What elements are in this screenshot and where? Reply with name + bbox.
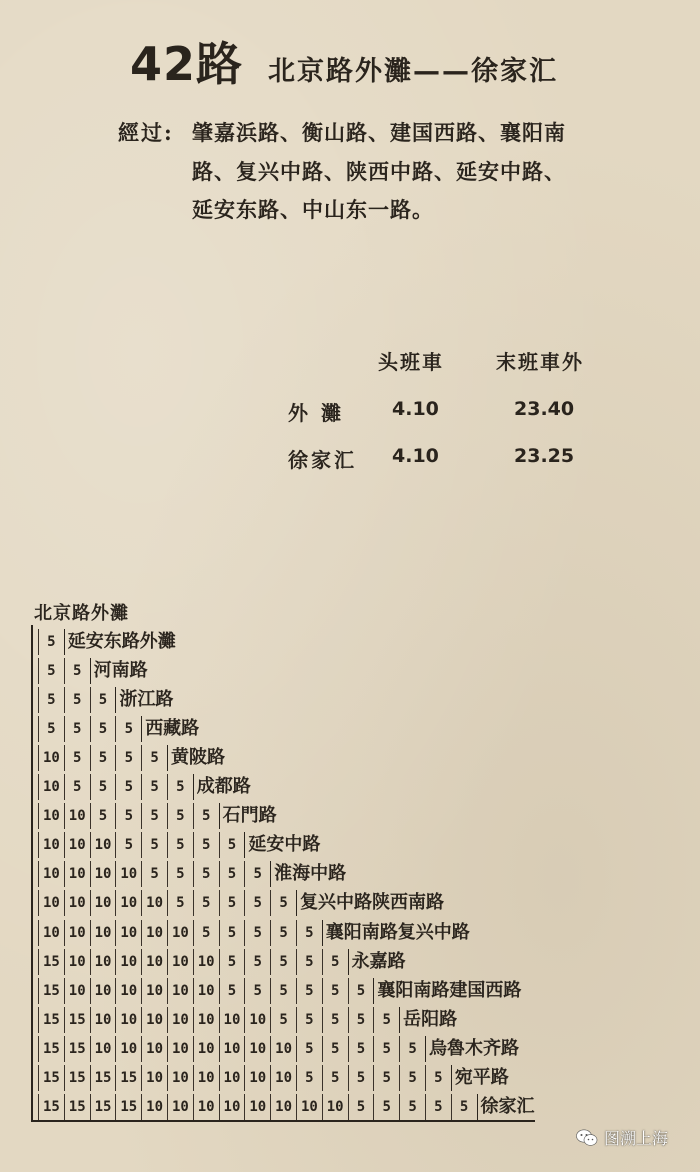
fare-table-stop-name: 石門路 <box>219 803 277 829</box>
fare-table-row <box>38 860 346 889</box>
fare-cell: 15 <box>38 978 64 1004</box>
fare-cell: 5 <box>64 774 90 800</box>
fare-cell: 10 <box>38 861 64 887</box>
fare-cell: 5 <box>270 1007 296 1033</box>
fare-cell: 10 <box>90 832 116 858</box>
fare-cell: 5 <box>270 949 296 975</box>
fare-cell: 5 <box>193 861 219 887</box>
fare-table-row <box>38 889 444 918</box>
schedule-first-time-2: 4.10 <box>392 445 439 467</box>
fare-cell: 5 <box>244 920 270 946</box>
fare-table-stop-name: 襄阳南路建国西路 <box>373 978 521 1004</box>
fare-cell: 5 <box>399 1094 425 1120</box>
fare-cell: 5 <box>322 949 348 975</box>
fare-cell: 5 <box>219 832 245 858</box>
fare-cell: 5 <box>90 716 116 742</box>
fare-cell: 10 <box>115 1036 141 1062</box>
fare-table-stop-name: 徐家汇 <box>477 1094 535 1120</box>
fare-table-stop-name: 复兴中路陕西南路 <box>296 890 444 916</box>
fare-cell: 10 <box>38 803 64 829</box>
fare-table-stop-name: 襄阳南路复兴中路 <box>322 920 470 946</box>
fare-cell: 5 <box>399 1065 425 1091</box>
fare-table-stop-name: 永嘉路 <box>348 949 406 975</box>
fare-table-stop-name: 黄陂路 <box>167 745 225 771</box>
fare-cell: 5 <box>373 1065 399 1091</box>
fare-cell: 5 <box>219 861 245 887</box>
fare-cell: 10 <box>270 1036 296 1062</box>
fare-cell: 10 <box>322 1094 348 1120</box>
fare-cell: 10 <box>141 1007 167 1033</box>
fare-cell: 5 <box>270 890 296 916</box>
route-number: 42路 <box>130 37 244 91</box>
via-line-3: 延安东路、中山东一路。 <box>192 197 434 222</box>
fare-cell: 5 <box>322 978 348 1004</box>
schedule-stop-1: 外 灘 <box>288 401 344 425</box>
fare-cell: 10 <box>64 978 90 1004</box>
fare-cell: 5 <box>193 832 219 858</box>
fare-cell: 10 <box>38 832 64 858</box>
fare-cell: 10 <box>115 920 141 946</box>
fare-cell: 5 <box>64 658 90 684</box>
fare-cell: 5 <box>219 890 245 916</box>
fare-table-row <box>38 976 521 1005</box>
fare-cell: 10 <box>38 774 64 800</box>
fare-cell: 5 <box>322 1065 348 1091</box>
fare-cell: 10 <box>219 1065 245 1091</box>
fare-cell: 10 <box>167 1007 193 1033</box>
fare-cell: 10 <box>167 1065 193 1091</box>
fare-cell: 10 <box>64 832 90 858</box>
fare-cell: 5 <box>193 890 219 916</box>
fare-cell: 5 <box>244 861 270 887</box>
fare-cell: 5 <box>64 687 90 713</box>
fare-cell: 5 <box>296 949 322 975</box>
fare-cell: 10 <box>270 1094 296 1120</box>
fare-cell: 10 <box>167 920 193 946</box>
fare-cell: 10 <box>141 1065 167 1091</box>
fare-cell: 10 <box>141 920 167 946</box>
fare-table-stop-name: 烏魯木齐路 <box>425 1036 519 1062</box>
fare-cell: 5 <box>322 1007 348 1033</box>
fare-cell: 5 <box>141 774 167 800</box>
fare-cell: 5 <box>373 1094 399 1120</box>
fare-cell: 5 <box>348 978 374 1004</box>
fare-cell: 5 <box>115 716 141 742</box>
fare-cell: 10 <box>115 949 141 975</box>
fare-cell: 5 <box>115 832 141 858</box>
fare-cell: 15 <box>115 1065 141 1091</box>
fare-cell: 5 <box>296 978 322 1004</box>
fare-cell: 10 <box>90 949 116 975</box>
fare-cell: 5 <box>141 832 167 858</box>
fare-cell: 15 <box>90 1094 116 1120</box>
fare-cell: 5 <box>425 1065 451 1091</box>
fare-cell: 10 <box>296 1094 322 1120</box>
schedule-last-time-2: 23.25 <box>514 445 575 467</box>
fare-cell: 5 <box>141 745 167 771</box>
fare-table-stop-name: 西藏路 <box>141 716 199 742</box>
fare-cell: 10 <box>38 890 64 916</box>
fare-cell: 10 <box>38 920 64 946</box>
fare-cell: 5 <box>219 920 245 946</box>
fare-cell: 10 <box>90 1036 116 1062</box>
fare-cell: 10 <box>270 1065 296 1091</box>
fare-cell: 5 <box>296 1036 322 1062</box>
fare-table-row <box>38 627 176 656</box>
fare-cell: 5 <box>425 1094 451 1120</box>
fare-table-stop-name: 宛平路 <box>451 1065 509 1091</box>
fare-cell: 10 <box>64 803 90 829</box>
fare-cell: 5 <box>167 803 193 829</box>
fare-cell: 5 <box>219 949 245 975</box>
fare-cell: 10 <box>167 1094 193 1120</box>
fare-cell: 5 <box>141 861 167 887</box>
route-name: 北京路外灘——徐家汇 <box>268 56 558 87</box>
fare-cell: 10 <box>244 1036 270 1062</box>
fare-cell: 10 <box>115 890 141 916</box>
wechat-icon <box>576 1129 598 1147</box>
fare-table-stop-name: 河南路 <box>90 658 148 684</box>
fare-cell: 10 <box>219 1094 245 1120</box>
fare-cell: 10 <box>141 890 167 916</box>
via-label: 經过: <box>118 120 174 145</box>
fare-cell: 15 <box>64 1036 90 1062</box>
fare-table-row <box>38 714 199 743</box>
fare-cell: 15 <box>38 1007 64 1033</box>
fare-table-stop-name: 岳阳路 <box>399 1007 457 1033</box>
fare-cell: 5 <box>38 687 64 713</box>
fare-cell: 10 <box>115 978 141 1004</box>
fare-cell: 5 <box>115 774 141 800</box>
fare-cell: 10 <box>193 949 219 975</box>
fare-cell: 5 <box>167 774 193 800</box>
fare-cell: 5 <box>193 920 219 946</box>
fare-cell: 10 <box>115 1007 141 1033</box>
fare-cell: 15 <box>38 1036 64 1062</box>
fare-cell: 5 <box>244 978 270 1004</box>
fare-cell: 15 <box>38 949 64 975</box>
fare-cell: 15 <box>38 1065 64 1091</box>
via-line-2: 路、复兴中路、陕西中路、延安中路、 <box>192 159 566 184</box>
fare-cell: 5 <box>373 1007 399 1033</box>
fare-cell: 10 <box>193 1007 219 1033</box>
fare-cell: 10 <box>90 920 116 946</box>
fare-cell: 5 <box>64 745 90 771</box>
fare-cell: 5 <box>296 1065 322 1091</box>
fare-table-row <box>38 1034 519 1063</box>
schedule-first-bus-header: 头班車 <box>378 350 444 374</box>
fare-cell: 5 <box>38 658 64 684</box>
fare-table-row <box>38 947 406 976</box>
fare-cell: 5 <box>193 803 219 829</box>
fare-cell: 15 <box>115 1094 141 1120</box>
fare-table-stop-name: 延安东路外灘 <box>64 629 176 655</box>
fare-cell: 15 <box>64 1094 90 1120</box>
fare-table-row <box>38 656 148 685</box>
fare-cell: 10 <box>90 890 116 916</box>
fare-table-stop-name: 成都路 <box>193 774 251 800</box>
fare-table-stop-name: 淮海中路 <box>270 861 346 887</box>
fare-cell: 5 <box>348 1007 374 1033</box>
schedule-first-time-1: 4.10 <box>392 398 439 420</box>
schedule-last-time-1: 23.40 <box>514 398 575 420</box>
fare-cell: 10 <box>244 1094 270 1120</box>
fare-cell: 10 <box>38 745 64 771</box>
fare-table-row <box>38 831 320 860</box>
fare-cell: 10 <box>193 1094 219 1120</box>
fare-table-origin: 北京路外灘 <box>34 603 129 624</box>
fare-cell: 5 <box>348 1094 374 1120</box>
fare-cell: 5 <box>167 861 193 887</box>
fare-cell: 5 <box>219 978 245 1004</box>
fare-table-row <box>38 743 225 772</box>
fare-table-row <box>38 685 173 714</box>
fare-cell: 5 <box>90 803 116 829</box>
fare-cell: 5 <box>167 890 193 916</box>
fare-table-stop-name: 浙江路 <box>115 687 173 713</box>
fare-cell: 5 <box>115 745 141 771</box>
fare-cell: 10 <box>64 861 90 887</box>
fare-cell: 5 <box>167 832 193 858</box>
fare-cell: 10 <box>90 978 116 1004</box>
fare-cell: 5 <box>322 1036 348 1062</box>
fare-cell: 5 <box>90 745 116 771</box>
fare-table-left-border <box>31 625 33 1121</box>
fare-table-row <box>38 1093 535 1122</box>
fare-cell: 5 <box>244 949 270 975</box>
fare-cell: 5 <box>348 1036 374 1062</box>
fare-cell: 10 <box>141 1036 167 1062</box>
fare-cell: 15 <box>64 1007 90 1033</box>
fare-table-row <box>38 1064 509 1093</box>
fare-cell: 10 <box>193 1065 219 1091</box>
fare-cell: 10 <box>167 949 193 975</box>
fare-cell: 5 <box>451 1094 477 1120</box>
fare-cell: 15 <box>64 1065 90 1091</box>
fare-cell: 10 <box>141 949 167 975</box>
fare-table-row <box>38 802 277 831</box>
watermark <box>576 1126 668 1149</box>
fare-cell: 10 <box>115 861 141 887</box>
fare-cell: 5 <box>115 803 141 829</box>
fare-cell: 15 <box>38 1094 64 1120</box>
fare-cell: 10 <box>141 1094 167 1120</box>
fare-cell: 10 <box>90 1007 116 1033</box>
fare-cell: 5 <box>64 716 90 742</box>
fare-cell: 5 <box>90 687 116 713</box>
fare-cell: 5 <box>38 629 64 655</box>
fare-cell: 5 <box>270 920 296 946</box>
fare-cell: 10 <box>141 978 167 1004</box>
fare-cell: 10 <box>219 1007 245 1033</box>
fare-cell: 10 <box>64 949 90 975</box>
fare-cell: 10 <box>193 1036 219 1062</box>
fare-cell: 10 <box>64 920 90 946</box>
watermark-text: 图溯上海 <box>604 1129 669 1148</box>
fare-cell: 5 <box>270 978 296 1004</box>
fare-cell: 15 <box>90 1065 116 1091</box>
fare-cell: 10 <box>244 1065 270 1091</box>
schedule-last-bus-header: 末班車外 <box>496 350 584 374</box>
fare-cell: 10 <box>90 861 116 887</box>
fare-cell: 10 <box>167 1036 193 1062</box>
fare-cell: 5 <box>90 774 116 800</box>
fare-cell: 5 <box>244 890 270 916</box>
fare-cell: 10 <box>244 1007 270 1033</box>
fare-cell: 5 <box>141 803 167 829</box>
fare-cell: 5 <box>373 1036 399 1062</box>
via-line-1: 肇嘉浜路、衡山路、建国西路、襄阳南 <box>192 120 566 145</box>
fare-cell: 5 <box>38 716 64 742</box>
fare-cell: 10 <box>219 1036 245 1062</box>
fare-table-row <box>38 773 251 802</box>
fare-cell: 5 <box>399 1036 425 1062</box>
fare-cell: 10 <box>64 890 90 916</box>
schedule-stop-2: 徐家汇 <box>288 448 357 472</box>
fare-cell: 5 <box>296 920 322 946</box>
fare-table-stop-name: 延安中路 <box>244 832 320 858</box>
fare-cell: 5 <box>296 1007 322 1033</box>
fare-cell: 10 <box>167 978 193 1004</box>
fare-table-row <box>38 918 470 947</box>
fare-cell: 10 <box>193 978 219 1004</box>
fare-table-row <box>38 1005 457 1034</box>
fare-cell: 5 <box>348 1065 374 1091</box>
